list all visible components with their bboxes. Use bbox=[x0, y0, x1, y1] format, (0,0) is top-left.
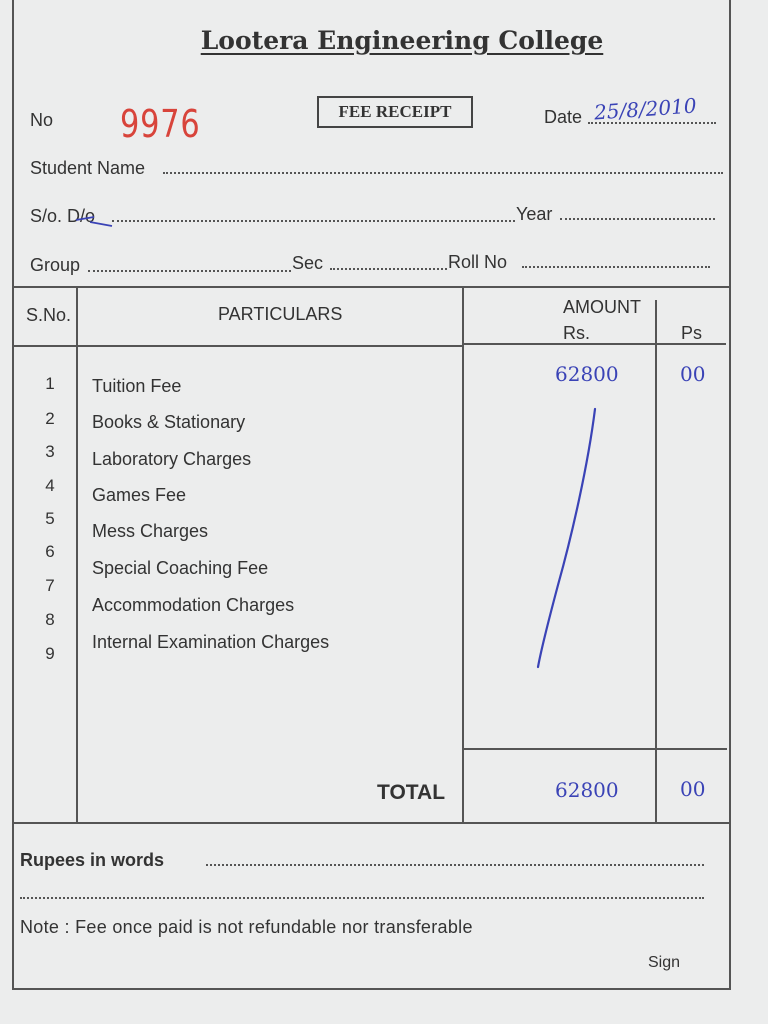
date-value: 25/8/2010 bbox=[593, 93, 698, 125]
sno-column-divider bbox=[76, 288, 78, 824]
ps-header: Ps bbox=[681, 323, 703, 343]
total-ps: 00 bbox=[680, 777, 706, 801]
row-sno: 4 bbox=[45, 476, 55, 495]
row-sno: 6 bbox=[45, 542, 55, 561]
rupees-in-words-dots-2 bbox=[20, 897, 704, 899]
total-label: TOTAL bbox=[377, 781, 446, 804]
group-dots bbox=[88, 270, 291, 272]
tuition-amount-ps: 00 bbox=[680, 362, 706, 386]
frame-left-border bbox=[12, 0, 14, 990]
row-sno: 3 bbox=[45, 442, 55, 461]
year-label: Year bbox=[516, 204, 553, 224]
row-sno: 8 bbox=[45, 610, 55, 629]
row-sno: 5 bbox=[45, 509, 55, 528]
rupees-in-words-label: Rupees in words bbox=[20, 850, 165, 870]
particular-item: Games Fee bbox=[92, 485, 187, 505]
particular-item: Accommodation Charges bbox=[92, 595, 295, 615]
rs-ps-column-divider bbox=[655, 300, 657, 824]
table-bottom-line bbox=[12, 822, 729, 824]
sno-header: S.No. bbox=[26, 305, 72, 325]
sec-label: Sec bbox=[292, 253, 324, 273]
particulars-column-divider bbox=[462, 288, 464, 824]
group-label: Group bbox=[30, 255, 81, 275]
particular-item: Laboratory Charges bbox=[92, 449, 252, 469]
so-do-label: S/o. D/o bbox=[30, 206, 96, 226]
total-rs: 62800 bbox=[555, 778, 619, 802]
receipt-no-label: No bbox=[30, 110, 54, 130]
header-bottom-line-left bbox=[12, 345, 462, 347]
roll-no-dots bbox=[522, 266, 710, 268]
particulars-header: PARTICULARS bbox=[218, 304, 343, 324]
particular-item: Special Coaching Fee bbox=[92, 558, 269, 578]
college-title: Lootera Engineering College bbox=[200, 26, 604, 55]
sec-dots bbox=[330, 268, 447, 270]
row-sno: 7 bbox=[45, 576, 55, 595]
row-sno: 1 bbox=[45, 374, 55, 393]
handwritten-stroke-icon bbox=[530, 405, 605, 675]
row-sno: 9 bbox=[45, 644, 55, 663]
so-do-dots bbox=[112, 220, 515, 222]
particular-item: Books & Stationary bbox=[92, 412, 246, 432]
sign-label: Sign bbox=[648, 954, 681, 971]
frame-bottom-border bbox=[12, 988, 731, 990]
rs-header: Rs. bbox=[563, 323, 590, 343]
frame-right-border bbox=[729, 0, 731, 990]
strike-mark-icon bbox=[74, 208, 114, 230]
receipt-number: 9976 bbox=[120, 102, 201, 146]
tuition-amount-rs: 62800 bbox=[555, 362, 619, 386]
row-sno: 2 bbox=[45, 409, 55, 428]
student-name-dots bbox=[163, 172, 723, 174]
fee-receipt-heading: FEE RECEIPT bbox=[317, 96, 473, 128]
particular-item: Tuition Fee bbox=[92, 376, 182, 396]
student-name-label: Student Name bbox=[30, 158, 146, 178]
total-top-line bbox=[462, 748, 727, 750]
particular-item: Mess Charges bbox=[92, 521, 209, 541]
particular-item: Internal Examination Charges bbox=[92, 632, 330, 652]
rupees-in-words-dots bbox=[206, 864, 704, 866]
roll-no-label: Roll No bbox=[448, 252, 508, 272]
date-label: Date bbox=[544, 107, 583, 127]
year-dots bbox=[560, 218, 715, 220]
table-top-line bbox=[12, 286, 729, 288]
amount-header: AMOUNT bbox=[563, 297, 641, 317]
refund-note: Note : Fee once paid is not refundable nor transferable bbox=[20, 917, 473, 937]
